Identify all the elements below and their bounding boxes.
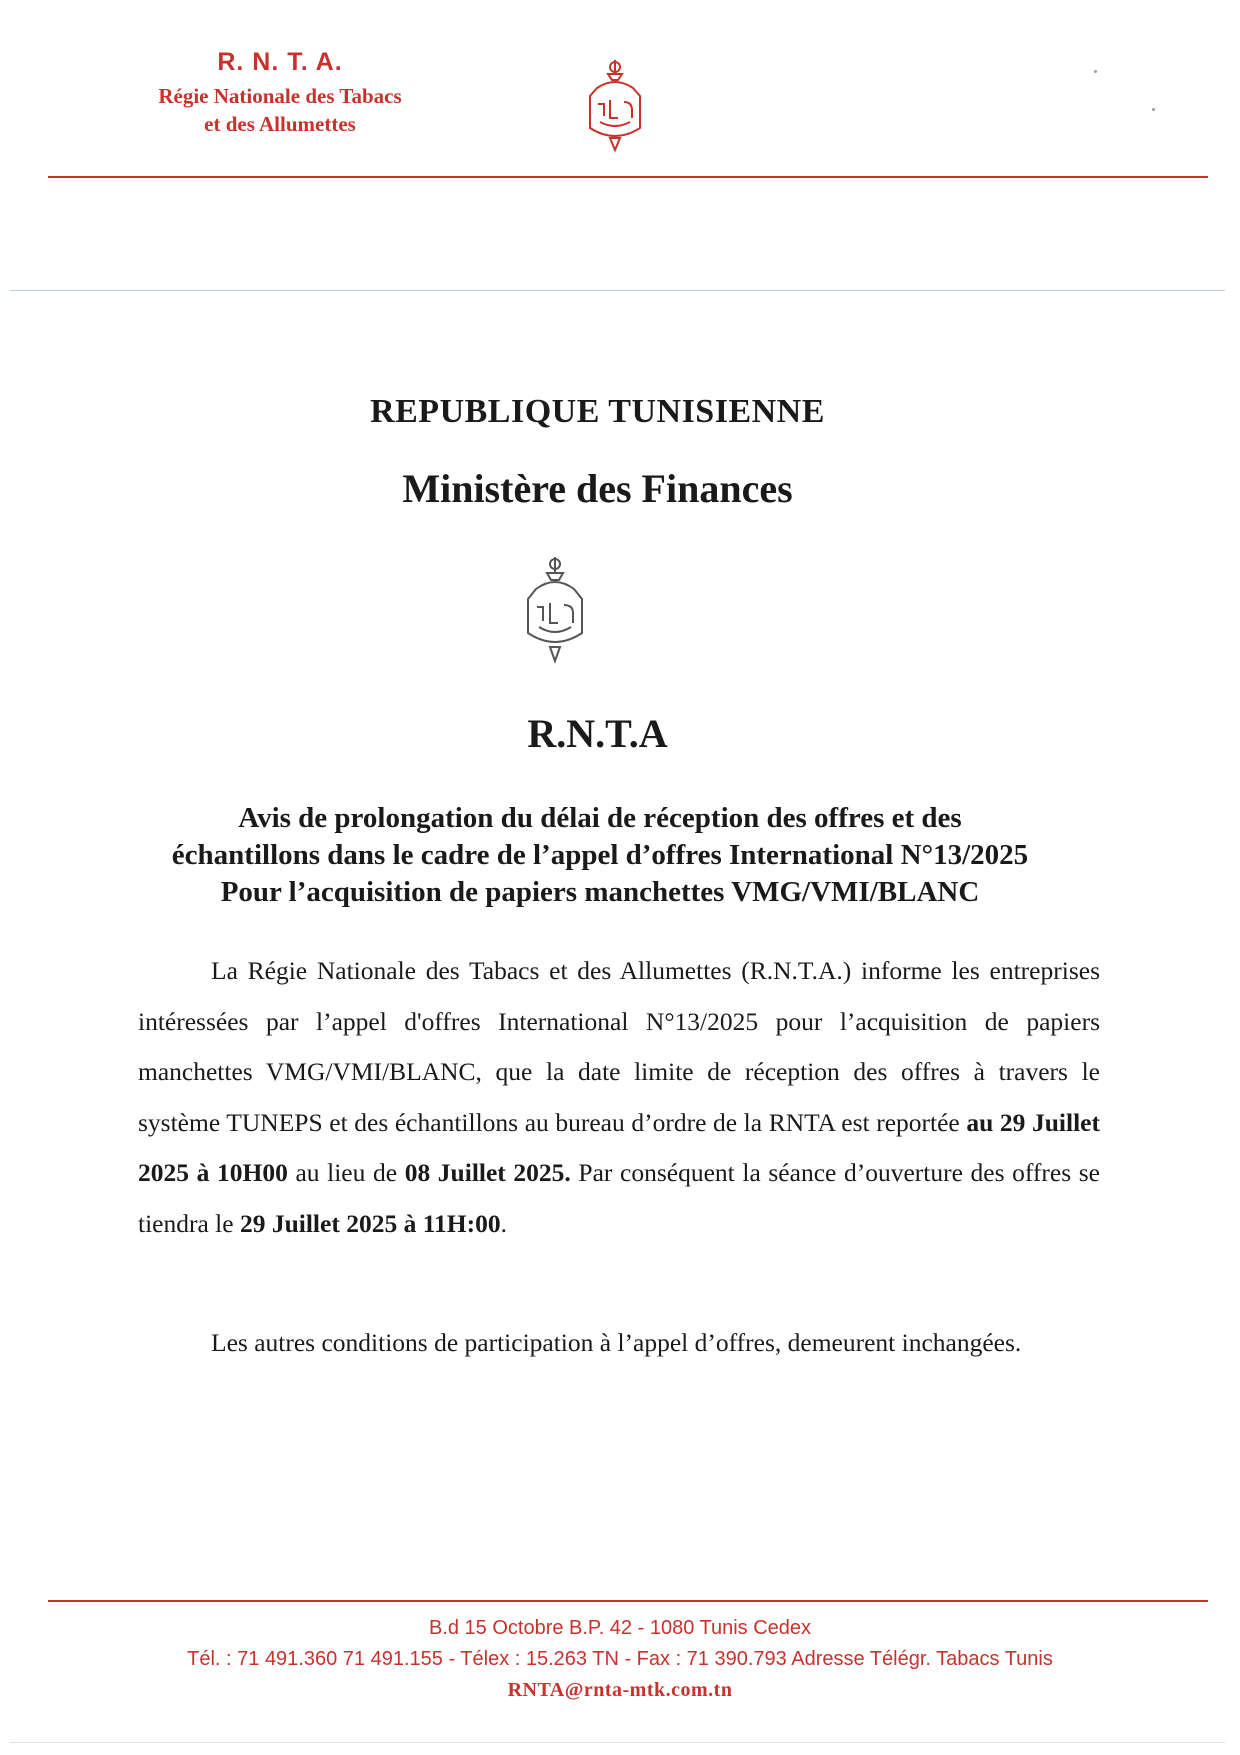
old-deadline: 08 Juillet 2025.	[404, 1158, 571, 1187]
footer-email: RNTA@rnta-mtk.com.tn	[507, 1679, 733, 1701]
paragraph-text: La Régie Nationale des Tabacs et des Allumettes (R.N.T.A.) informe les entreprises intéressées par l’appel d'offres International N°13/2025 pour l’acquisition de papiers manchettes VMG/VMI/BLANC, que la date limite de réception des offres à travers le système TUNEPS et des échantillons au bureau d’ordre de la RNTA est reportée	[138, 956, 1100, 1137]
rnta-heading: R.N.T.A	[527, 711, 668, 756]
notice-title-line: Pour l’acquisition de papiers manchettes VMG/VMI/BLANC	[220, 876, 980, 908]
body-paragraph	[138, 946, 1100, 1249]
notice-title-line: Avis de prolongation du délai de réception des offres et des	[238, 802, 962, 834]
notice-title-line: échantillons dans le cadre de l’appel d’offres International N°13/2025	[171, 839, 1029, 871]
footer-divider	[48, 1600, 1208, 1602]
header-acronym: R. N. T. A.	[217, 48, 343, 76]
paragraph-text: .	[500, 1208, 507, 1238]
scan-speck	[1094, 70, 1097, 73]
republique-heading: REPUBLIQUE TUNISIENNE	[370, 393, 825, 430]
page-bottom-line	[10, 1742, 1225, 1743]
header-org-name-line2: et des Allumettes	[204, 112, 356, 136]
new-deadline: au 29 Juillet 2025 à 10H00	[138, 1107, 1100, 1187]
scan-speck	[1152, 108, 1155, 111]
paragraph-text: Par conséquent la séance d’ouverture des offres se tiendra le	[138, 1158, 1100, 1238]
rnta-emblem-icon	[582, 58, 648, 156]
opening-session-date: 29 Juillet 2025 à 11H:00	[239, 1208, 501, 1238]
header-divider	[48, 176, 1208, 178]
ministere-heading: Ministère des Finances	[402, 466, 793, 511]
page-separator	[10, 290, 1225, 291]
paragraph-text: au lieu de	[287, 1158, 405, 1187]
body-paragraph	[138, 1318, 1100, 1369]
paragraph-text: Les autres conditions de participation à l’appel d’offres, demeurent inchangées.	[211, 1328, 1022, 1357]
footer-contact: Tél. : 71 491.360 71 491.155 - Télex : 15.263 TN - Fax : 71 390.793 Adresse Télégr. Tabacs Tunis	[187, 1648, 1053, 1670]
footer-address: B.d 15 Octobre B.P. 42 - 1080 Tunis Cedex	[428, 1617, 812, 1639]
rnta-emblem-icon	[520, 555, 590, 665]
notice-title	[70, 800, 1130, 911]
header-org-name-line1: Régie Nationale des Tabacs	[158, 84, 402, 108]
